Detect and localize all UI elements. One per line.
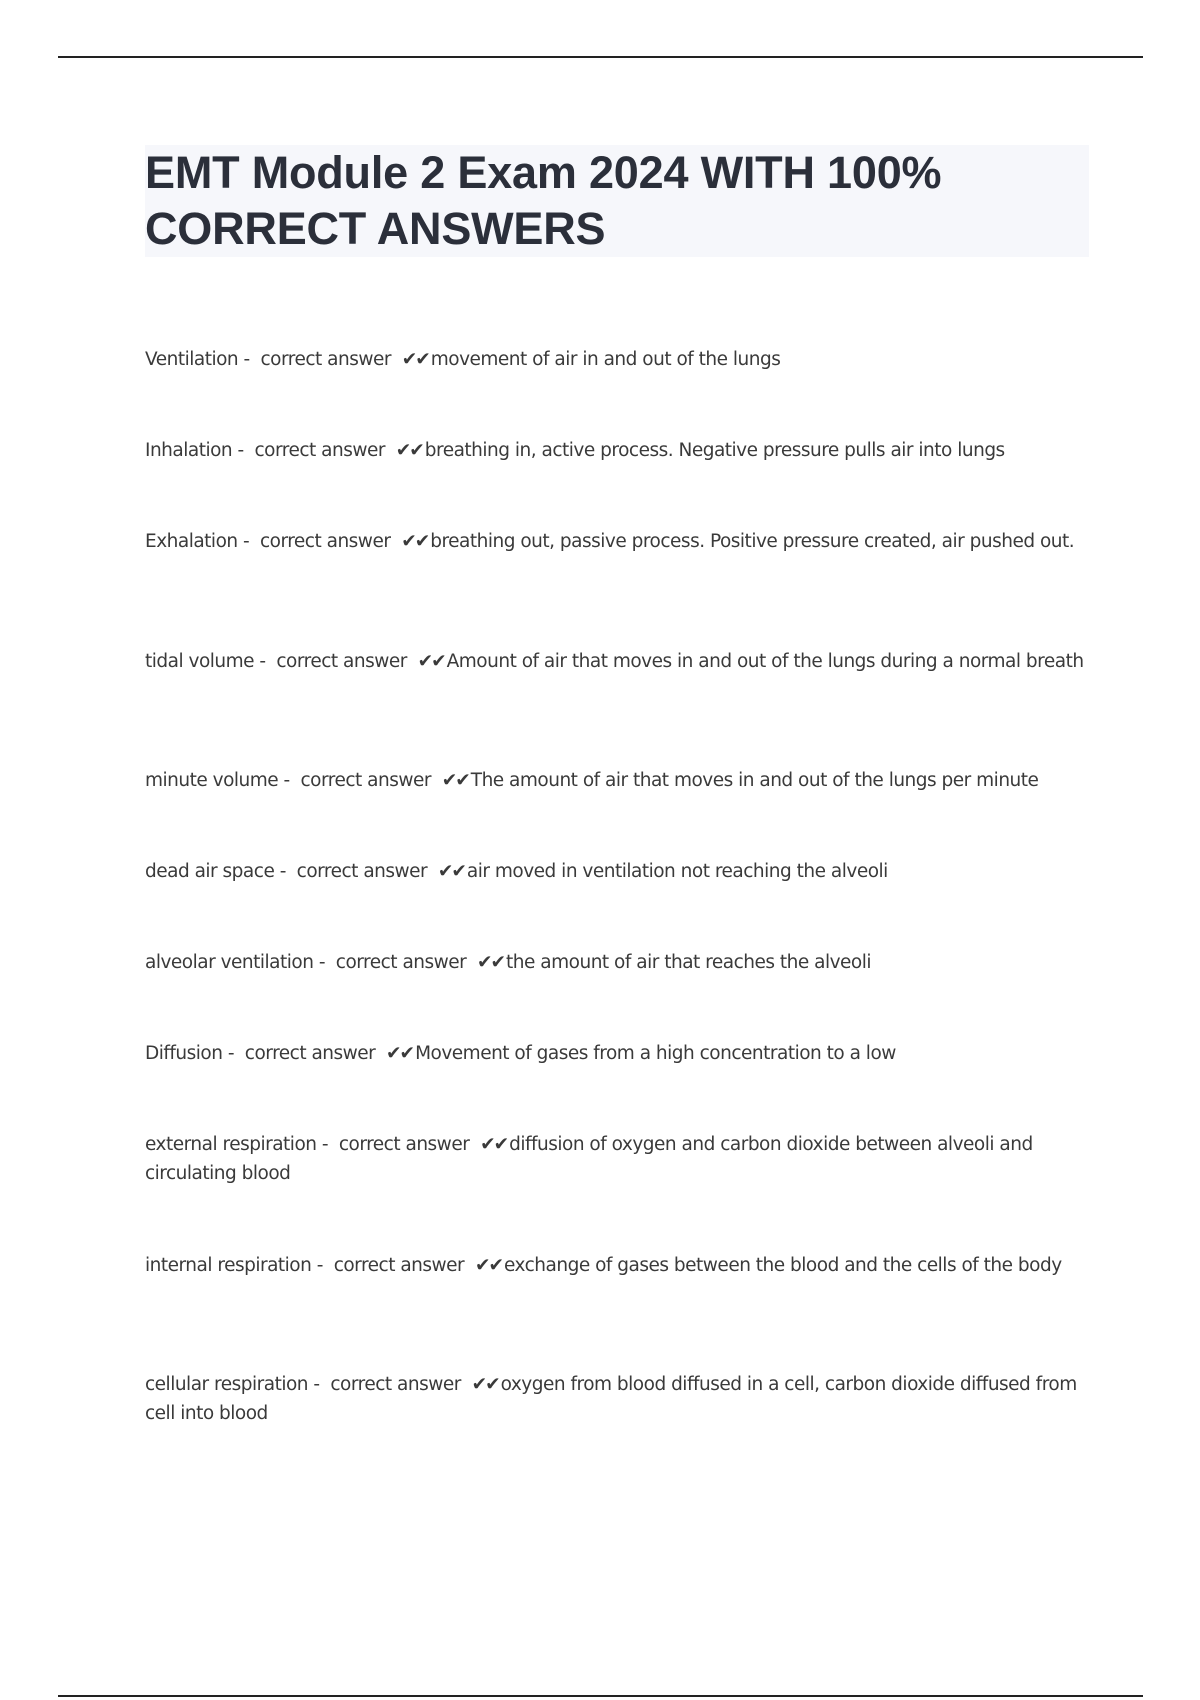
- answer-marker: correct answer: [260, 349, 391, 370]
- qa-definition: exchange of gases between the blood and the cells of the body: [503, 1255, 1062, 1276]
- qa-item: Inhalation - correct answer ✔✔ breathing in, active process. Negative pressure pulls air into lungs: [145, 440, 1005, 461]
- qa-item: tidal volume - correct answer ✔✔ Amount of air that moves in and out of the lungs during a normal breath: [145, 651, 1084, 672]
- document-title: EMT Module 2 Exam 2024 WITH 100% CORRECT ANSWERS: [145, 147, 942, 254]
- qa-term: dead air space: [145, 861, 275, 882]
- qa-term: tidal volume: [145, 651, 255, 672]
- qa-definition: breathing in, active process. Negative pressure pulls air into lungs: [424, 440, 1005, 461]
- check-icon: ✔✔: [386, 1043, 414, 1064]
- answer-marker: correct answer: [333, 1255, 465, 1276]
- title-block: [145, 145, 1089, 257]
- qa-item: dead air space - correct answer ✔✔ air moved in ventilation not reaching the alveoli: [145, 861, 888, 882]
- answer-marker: correct answer: [335, 952, 467, 973]
- check-icon: ✔✔: [437, 861, 465, 882]
- check-icon: ✔✔: [395, 440, 423, 461]
- qa-term: internal respiration: [145, 1255, 312, 1276]
- qa-item: alveolar ventilation - correct answer ✔✔ the amount of air that reaches the alveoli: [145, 952, 872, 973]
- check-icon: ✔✔: [441, 770, 469, 791]
- check-icon: ✔✔: [471, 1374, 499, 1395]
- bottom-divider: [58, 1695, 1143, 1697]
- check-icon: ✔✔: [474, 1255, 502, 1276]
- answer-marker: correct answer: [244, 1043, 376, 1064]
- qa-definition: oxygen from blood diffused in a cell, carbon dioxide diffused from cell into blood: [145, 1374, 1077, 1424]
- check-icon: ✔✔: [401, 531, 429, 552]
- answer-marker: correct answer: [338, 1134, 470, 1155]
- answer-marker: correct answer: [300, 770, 431, 791]
- qa-definition: diffusion of oxygen and carbon dioxide between alveoli and circulating blood: [145, 1134, 1033, 1184]
- qa-term: Diffusion: [145, 1043, 223, 1064]
- qa-item: Exhalation - correct answer ✔✔ breathing out, passive process. Positive pressure created, air pushed out.: [145, 531, 1075, 552]
- qa-term: Ventilation: [145, 349, 239, 370]
- qa-definition: breathing out, passive process. Positive pressure created, air pushed out.: [430, 531, 1075, 552]
- qa-term: Exhalation: [145, 531, 238, 552]
- check-icon: ✔✔: [477, 952, 505, 973]
- check-icon: ✔✔: [480, 1134, 508, 1155]
- qa-term: cellular respiration: [145, 1374, 309, 1395]
- top-divider: [58, 56, 1143, 58]
- qa-definition: the amount of air that reaches the alveoli: [506, 952, 872, 973]
- answer-marker: correct answer: [296, 861, 428, 882]
- qa-term: Inhalation: [145, 440, 233, 461]
- qa-definition: Amount of air that moves in and out of the lungs during a normal breath: [446, 651, 1084, 672]
- qa-item: minute volume - correct answer ✔✔ The amount of air that moves in and out of the lungs per minute: [145, 770, 1039, 791]
- qa-item: cellular respiration - correct answer ✔✔ oxygen from blood diffused in a cell, carbon dioxide diffused from cell into blood: [145, 1374, 1077, 1424]
- answer-marker: correct answer: [276, 651, 407, 672]
- qa-term: alveolar ventilation: [145, 952, 314, 973]
- qa-item: Ventilation - correct answer ✔✔ movement of air in and out of the lungs: [145, 349, 781, 370]
- qa-item: Diffusion - correct answer ✔✔ Movement of gases from a high concentration to a low: [145, 1043, 896, 1064]
- qa-definition: movement of air in and out of the lungs: [430, 349, 781, 370]
- answer-marker: correct answer: [259, 531, 391, 552]
- qa-definition: The amount of air that moves in and out of the lungs per minute: [470, 770, 1039, 791]
- qa-term: external respiration: [145, 1134, 317, 1155]
- qa-definition: air moved in ventilation not reaching the alveoli: [466, 861, 888, 882]
- qa-term: minute volume: [145, 770, 279, 791]
- qa-item: external respiration - correct answer ✔✔ diffusion of oxygen and carbon dioxide between alveoli and circulating blood: [145, 1134, 1033, 1184]
- answer-marker: correct answer: [330, 1374, 461, 1395]
- answer-marker: correct answer: [254, 440, 385, 461]
- check-icon: ✔✔: [401, 349, 429, 370]
- qa-definition: Movement of gases from a high concentration to a low: [415, 1043, 896, 1064]
- qa-item: internal respiration - correct answer ✔✔ exchange of gases between the blood and the cells of the body: [145, 1255, 1062, 1276]
- check-icon: ✔✔: [417, 651, 445, 672]
